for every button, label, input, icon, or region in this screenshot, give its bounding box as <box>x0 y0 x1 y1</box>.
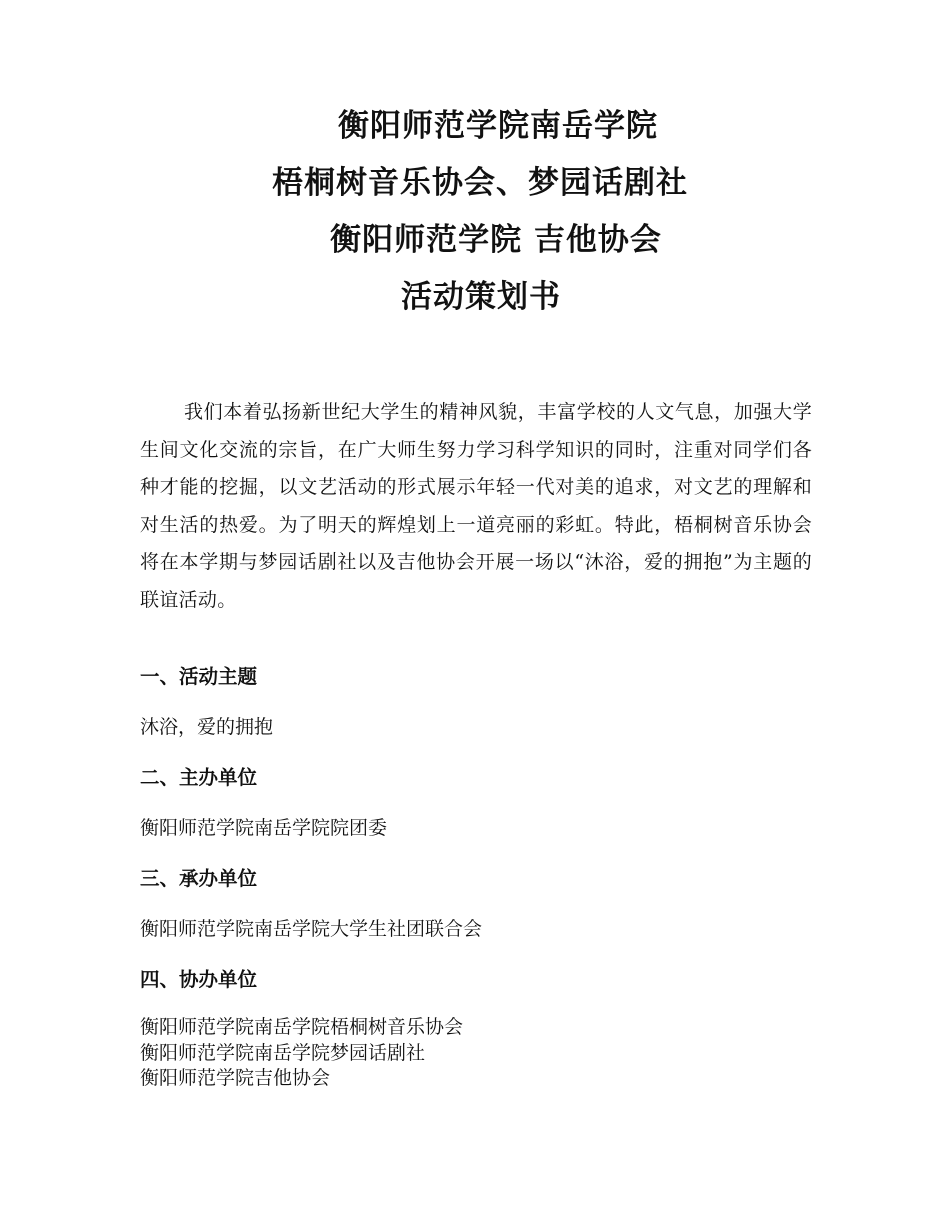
title-line-clubs: 梧桐树音乐协会、梦园话剧社 <box>272 165 688 201</box>
section-heading-theme: 一、活动主题 <box>140 665 258 688</box>
section-heading-organizer: 三、承办单位 <box>140 867 258 890</box>
section-content-theme: 沐浴，爱的拥抱 <box>140 716 274 738</box>
title-line-plan: 活动策划书 <box>401 279 561 315</box>
list-item: 衡阳师范学院吉他协会 <box>140 1067 331 1089</box>
section-content-organizer: 衡阳师范学院南岳学院大学生社团联合会 <box>140 918 483 940</box>
section-content-host: 衡阳师范学院南岳学院院团委 <box>140 817 388 839</box>
section-heading-host: 二、主办单位 <box>140 766 258 789</box>
intro-paragraph: 我们本着弘扬新世纪大学生的精神风貌，丰富学校的人文气息，加强大学生间文化交流的宗旨，在广大师生努力学习科学知识的同时，注重对同学们各种才能的挖掘，以文艺活动的形式展示年轻一代对美的追求，对文艺的理解和对生活的热爱。为了明天的辉煌划上一道亮丽的彩虹。特此，梧桐树音乐协会将在本学期与梦园话剧社以及吉他协会开展一场以“沐浴，爱的拥抱”为主题的联谊活动。 <box>140 401 812 611</box>
title-line-school: 衡阳师范学院南岳学院 <box>338 108 658 144</box>
document-title <box>0 98 950 326</box>
list-item: 衡阳师范学院南岳学院梦园话剧社 <box>140 1041 426 1064</box>
title-line-guitar-association: 衡阳师范学院 吉他协会 <box>330 222 662 258</box>
section-heading-co-organizer: 四、协办单位 <box>140 968 258 991</box>
list-item: 衡阳师范学院南岳学院梧桐树音乐协会 <box>140 1016 464 1038</box>
co-organizer-list <box>140 1015 463 1092</box>
